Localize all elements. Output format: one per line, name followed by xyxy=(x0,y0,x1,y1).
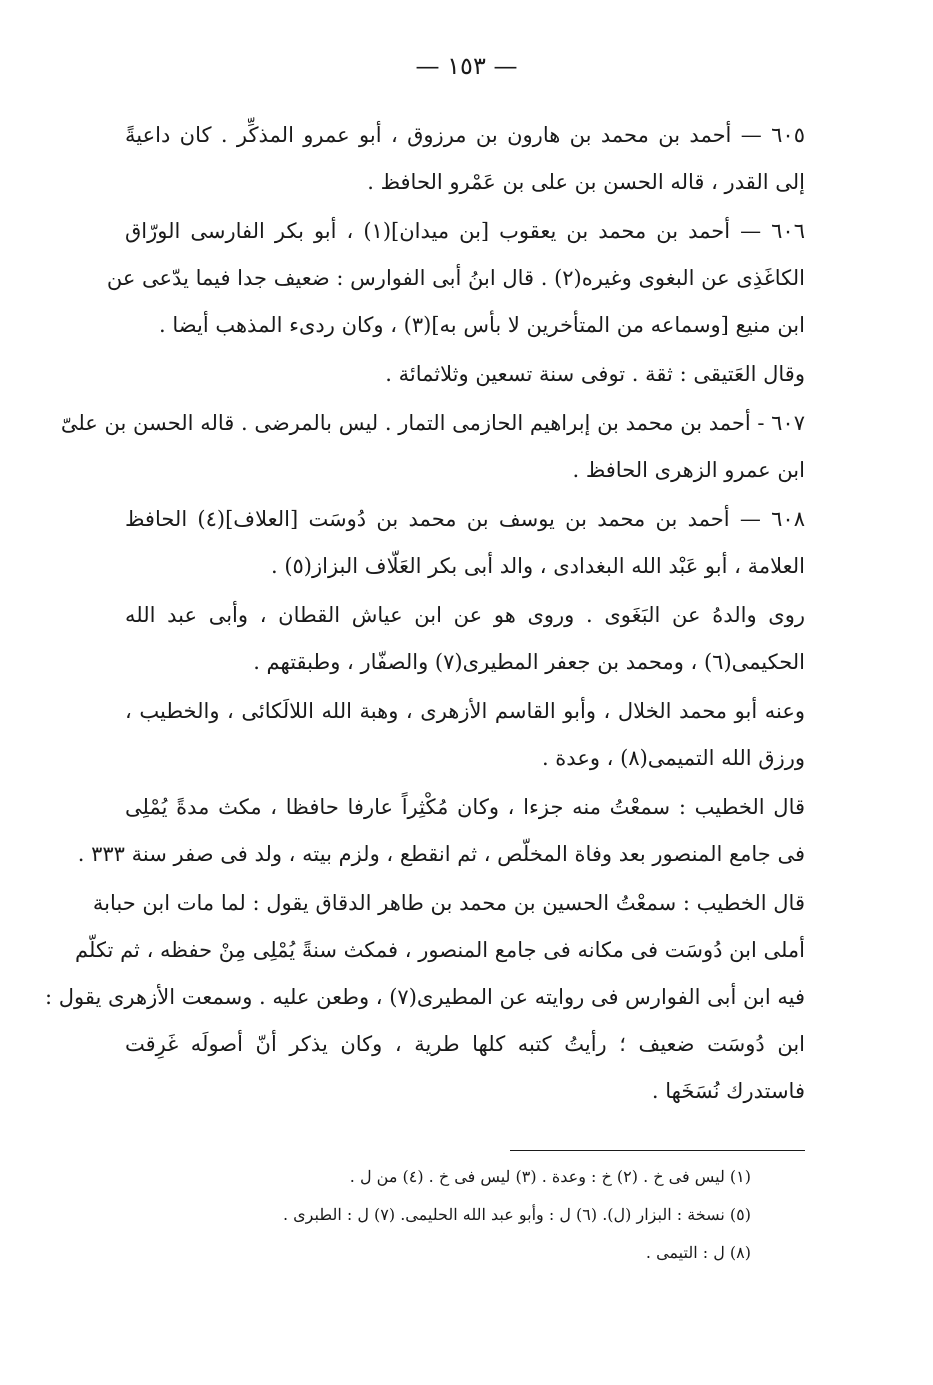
footnote-line: (٥) نسخة : البزار (ل). (٦) ل : وأبو عبد الله الحليمى. (٧) ل : الطبرى . xyxy=(282,1205,751,1224)
entry-608 xyxy=(125,496,805,590)
footnotes xyxy=(151,1158,751,1272)
text-line: فى جامع المنصور بعد وفاة المخلّص ، ثم انقطع ، ولزم بيته ، ولد فى صفر سنة ٣٣٣ . xyxy=(77,842,805,866)
text-line: فاستدرك نُسَخَها . xyxy=(651,1079,805,1103)
text-line: ٦٠٥ — أحمد بن محمد بن هارون بن مرزوق ، أبو عمرو المذكِّر . كان داعيةً xyxy=(125,123,805,147)
entry-608-khatib-2 xyxy=(44,880,805,1115)
text-line: الحكيمى(٦) ، ومحمد بن جعفر المطيرى(٧) والصفّار ، وطبقتهم . xyxy=(253,650,805,674)
page-number: — ١٥٣ — xyxy=(415,52,518,80)
text-line: وقال العَتيقى : ثقة . توفى سنة تسعين وثلاثمائة . xyxy=(385,362,805,386)
text-line: ٦٠٦ — أحمد بن محمد بن يعقوب [بن ميدان](١) ، أبو بكر الفارسى الورّاق xyxy=(125,219,805,243)
text-line: ابن دُوسَت ضعيف ؛ رأيتُ كتبه كلها طرية ، وكان يذكر أنّ أصولَه غَرِقت xyxy=(125,1032,805,1056)
text-line: فيه ابن أبى الفوارس فى روايته عن المطيرى(٧) ، وطعن عليه . وسمعت الأزهرى يقول : xyxy=(44,985,805,1009)
entry-608-khatib-1 xyxy=(77,784,805,878)
entry-608-narration xyxy=(125,592,805,686)
text-line: ورزق الله التميمى(٨) ، وعدة . xyxy=(541,746,805,770)
text-line: قال الخطيب : سمعْتُ الحسين بن محمد بن طاهر الدقاق يقول : لما مات ابن حبابة xyxy=(92,891,805,915)
text-line: ابن منيع [وسماعه من المتأخرين لا بأس به](٣) ، وكان ردىء المذهب أيضا . xyxy=(159,313,805,337)
text-line: العلامة ، أبو عَبْد الله البغدادى ، والد أبى بكر العَلّاف البزاز(٥) . xyxy=(270,554,805,578)
text-line: الكاغَذِى عن البغوى وغيره(٢) . قال ابنُ أبى الفوارس : ضعيف جدا فيما يدّعى عن xyxy=(106,266,805,290)
text-line: روى والدهُ عن البَغَوى . وروى هو عن ابن عياش القطان ، وأبى عبد الله xyxy=(125,603,805,627)
text-line: ٦٠٨ — أحمد بن محمد بن يوسف بن محمد بن دُوسَت [العلاف](٤) الحافظ xyxy=(125,507,805,531)
text-line: وعنه أبو محمد الخلال ، وأبو القاسم الأزهرى ، وهبة الله اللالَكائى ، والخطيب ، xyxy=(125,699,805,723)
entry-606 xyxy=(106,208,805,349)
text-line: ٦٠٧ - أحمد بن محمد بن إبراهيم الحازمى التمار . ليس بالمرضى . قاله الحسن بن علىّ xyxy=(60,411,805,435)
footnote-line: (٨) ل : التيمى . xyxy=(645,1243,751,1262)
text-line: قال الخطيب : سمعْتُ منه جزءا ، وكان مُكْثِراً عارفا حافظا ، مكث مدةً يُمْلِى xyxy=(125,795,805,819)
footnote-separator xyxy=(510,1150,805,1151)
main-text xyxy=(44,112,805,1117)
text-line: ابن عمرو الزهرى الحافظ . xyxy=(572,458,805,482)
entry-608-students xyxy=(125,688,805,782)
text-line: أملى ابن دُوسَت فى مكانه فى جامع المنصور ، فمكث سنةً يُمْلِى مِنْ حفظه ، ثم تكلّم xyxy=(75,938,805,962)
entry-605 xyxy=(125,112,805,206)
footnote-line: (١) ليس فى خ . (٢) خ : وعدة . (٣) ليس فى خ . (٤) من ل . xyxy=(349,1167,751,1186)
text-line: إلى القدر ، قاله الحسن بن على بن عَمْرو الحافظ . xyxy=(367,170,805,194)
entry-606-note xyxy=(125,351,805,398)
entry-607 xyxy=(60,400,805,494)
